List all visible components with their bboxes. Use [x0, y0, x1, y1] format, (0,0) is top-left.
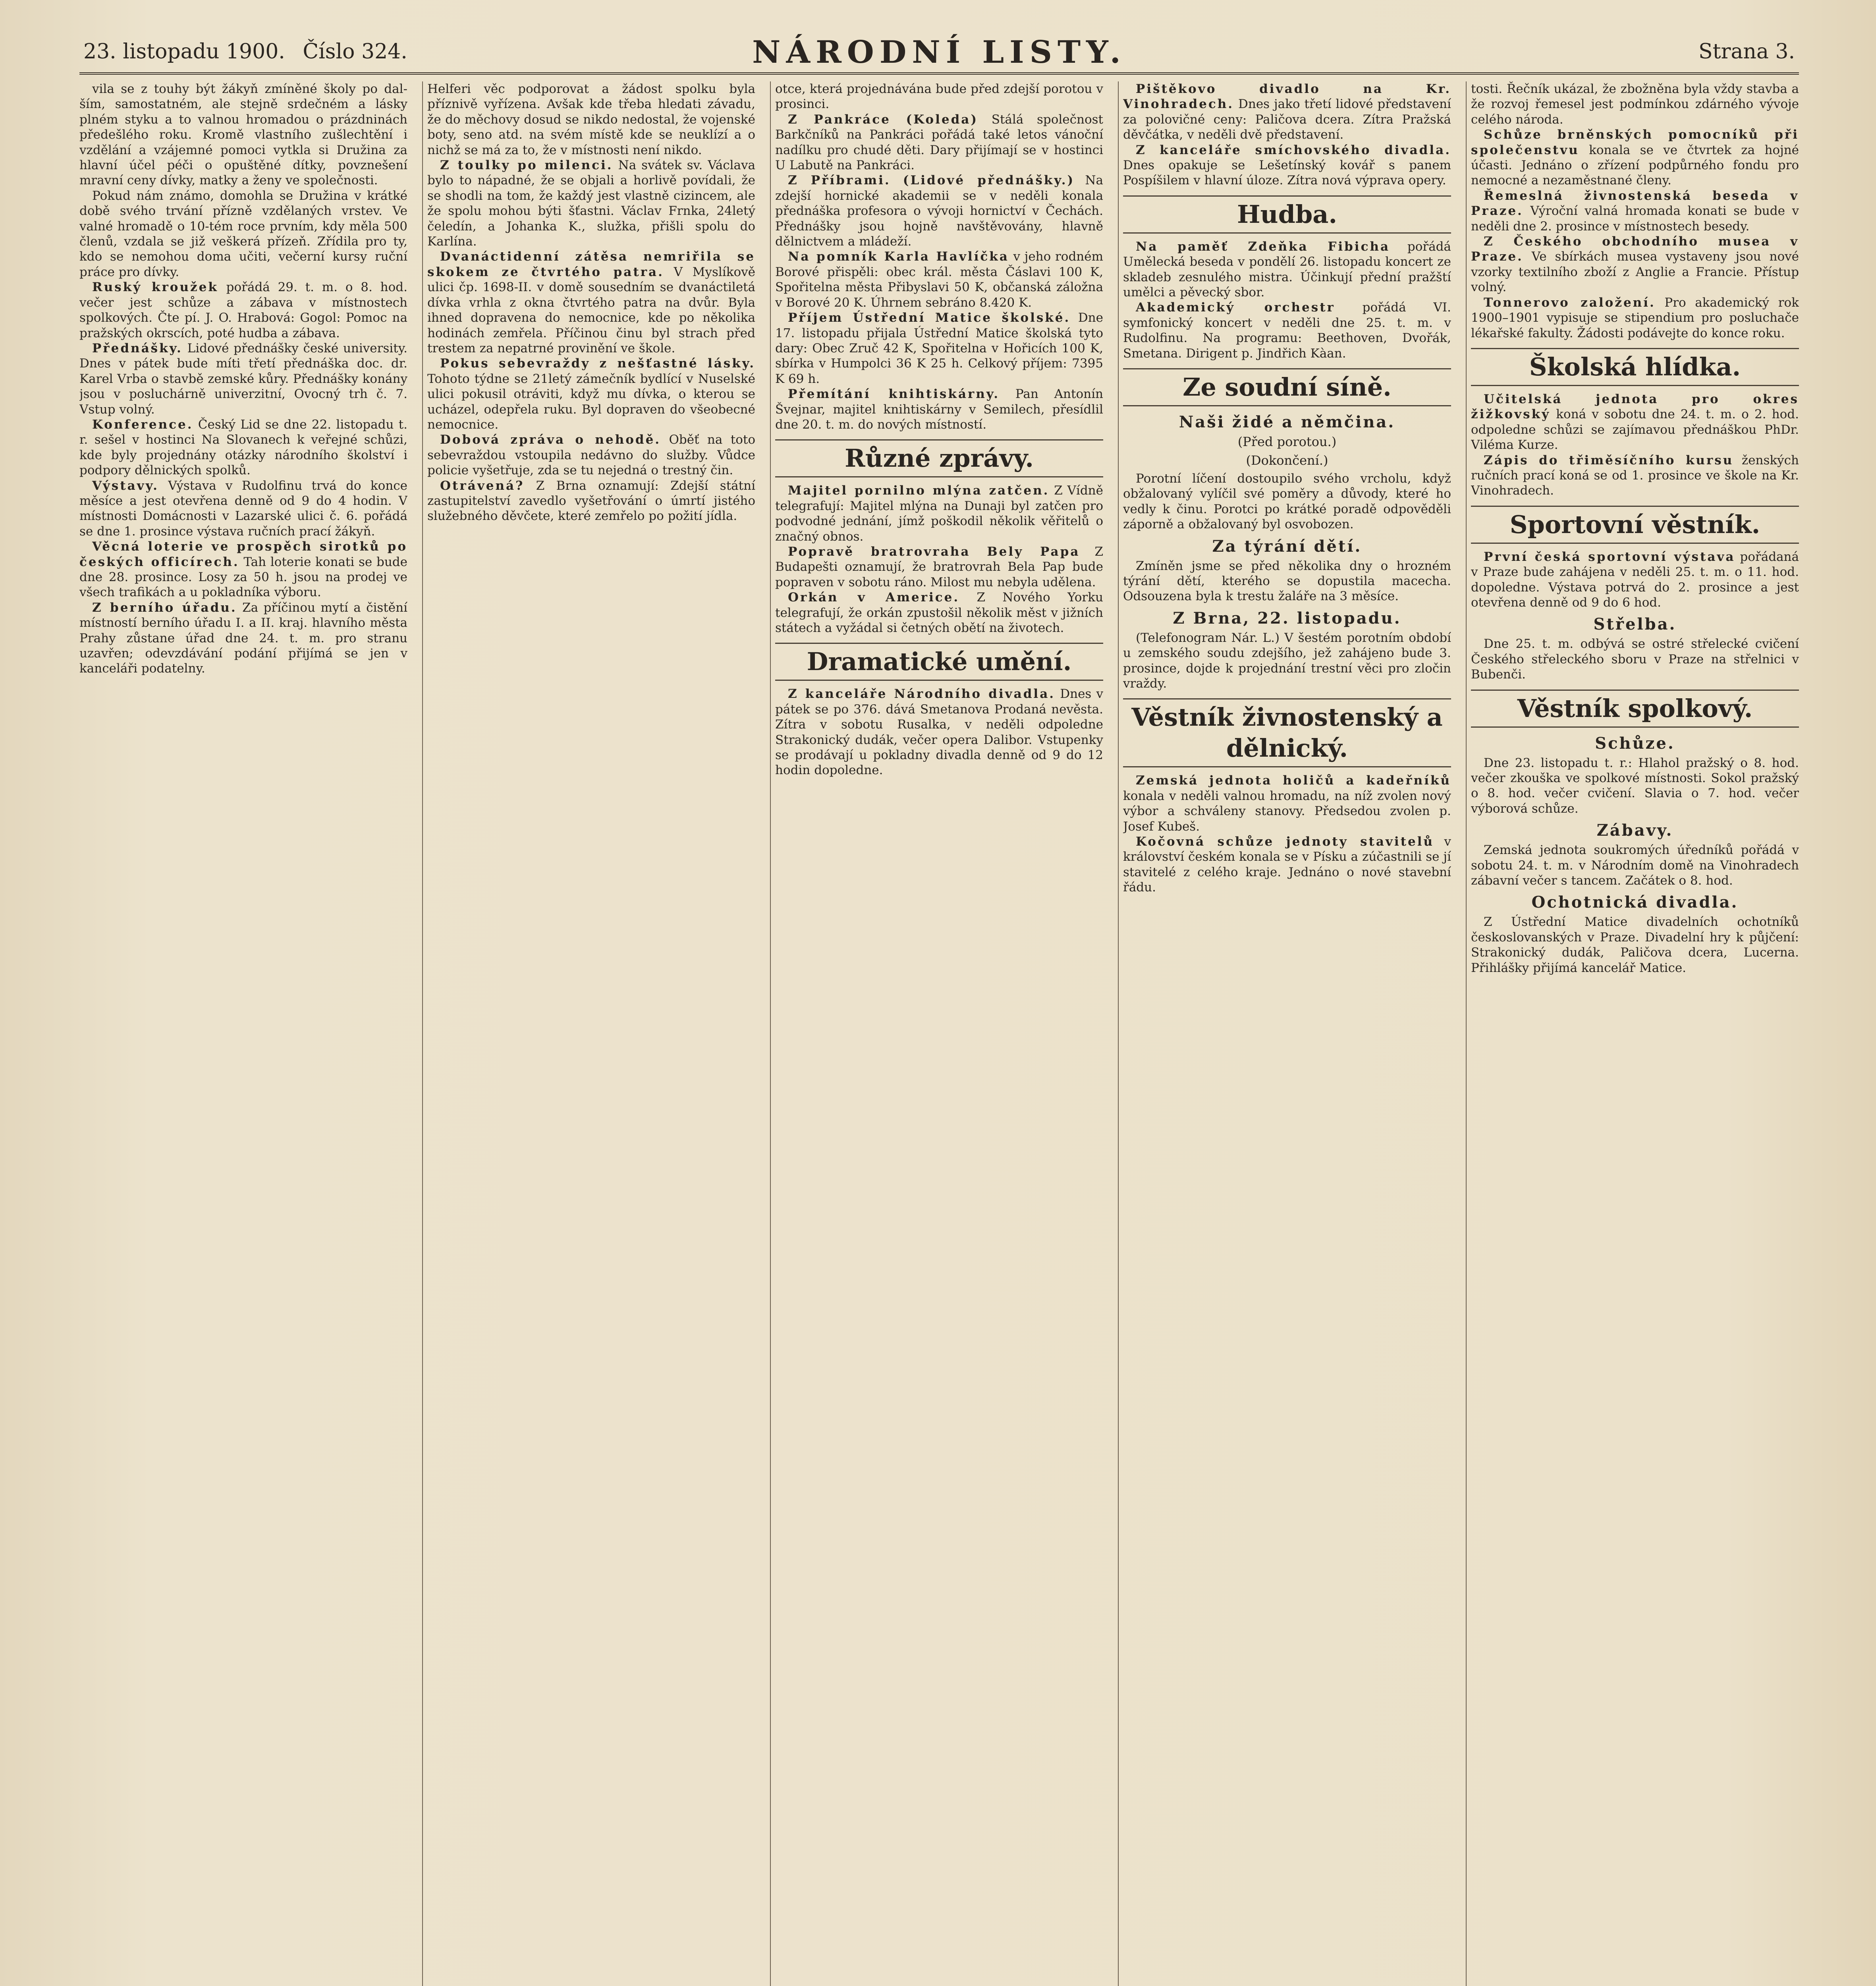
paragraph-text: v jeho rodném Borové přispěli: obec král. města Čáslavi 100 K, Spořitelna města Přibyslavi 50 K, občanská záložna v Borové 20 K. Úhrnem sebráno 8.420 K.	[775, 249, 1103, 310]
paragraph	[79, 539, 407, 600]
article-heading: Popravě bratrovraha Bely Papa	[788, 544, 1080, 559]
paragraph	[1123, 239, 1451, 300]
paragraph: Zmíněn jsme se před několika dny o hrozném týrání dětí, kterého se dopustila macecha. Odsouzena byla k trestu žaláře na 3 měsíce.	[1123, 558, 1451, 604]
article-heading: První česká sportovní výstava	[1484, 549, 1735, 564]
paragraph	[1471, 295, 1799, 341]
paragraph	[427, 158, 755, 249]
paragraph-text: Z Nového Yorku telegrafují, že orkán zpustošil několik měst v jižních státech a vyžádal si četných obětí na životech.	[775, 590, 1103, 635]
paragraph-text: Dne 17. listopadu přijala Ústřední Matice školská tyto dary: Obec Zruč 42 K, Spořitelna v Hořicích 100 K, sbírka v Humpolci 36 K 25 h. Celkový příjem: 7395 K 69 h.	[775, 311, 1103, 386]
page-header	[79, 34, 1799, 75]
paragraph-text: Lidové přednášky české university. Dnes v pátek bude míti třetí přednáška doc. dr. Karel Vrba o stavbě zemské kůry. Přednášky konány jsou v posluchárně univerzitní, Ovocný trh č. 7. Vstup volný.	[79, 341, 407, 417]
paragraph-text: pořádá Umělecká beseda v pondělí 26. listopadu koncert ze skladeb zesnulého mistra. Účinkují přední pražští umělci a pěvecký sbor.	[1123, 239, 1451, 300]
article-heading: Výstavy.	[92, 478, 159, 493]
article-heading: Pokus sebevraždy z nešťastné lásky.	[440, 356, 755, 371]
article-title: Z Brna, 22. listopadu.	[1173, 609, 1401, 628]
paragraph	[1123, 300, 1451, 361]
paragraph-text: Tohoto týdne se 21letý zámečník bydlící v Nuselské ulici pokusil otráviti, když mu dívka, o kterou se ucházel, odepřela ruku. Byl dopraven do všeobecné nemocnice.	[427, 371, 755, 432]
article-heading: Z berního úřadu.	[92, 600, 237, 615]
paragraph-text: Výstava v Rudolfinu trvá do konce měsíce a jest otevřena denně od 9 do 4 hodin. V místnosti Domácnosti v Lazarské ulici č. 6. pořádá se dne 1. prosince výstava ručních prací žákyň.	[79, 478, 407, 539]
header-issue: Číslo 324.	[303, 40, 407, 64]
paragraph-text: konala v neděli valnou hromadu, na níž zvolen nový výbor a schváleny stanovy. Předsedou zvolen p. Josef Kubeš.	[1123, 788, 1451, 834]
paragraph	[775, 249, 1103, 310]
paragraph-text: Ve sbírkách musea vystaveny jsou nové vzorky textilního zboží z Anglie a Francie. Přístup volný.	[1471, 249, 1799, 295]
paragraph: Dne 23. listopadu t. r.: Hlahol pražský o 8. hod. večer zkouška ve spolkové místnosti. Sokol pražský o 8. hod. večer cvičení. Slavia o 7. hod. večer výborová schůze.	[1471, 755, 1799, 816]
article-heading: Akademický orchestr	[1136, 300, 1335, 315]
section-heading: Školská hlídka.	[1471, 348, 1799, 386]
paragraph	[1471, 549, 1799, 610]
article-title: Střelba.	[1593, 615, 1677, 634]
paragraph-text: v království českém konala se v Písku a zúčastnili se jí stavitelé z celého kraje. Jednáno o nové stavební řádu.	[1123, 835, 1451, 895]
paragraph-text: Na zdejší hornické akademii se v neděli konala přednáška profesora o vývoji hornictví v Čechách. Přednášky jsou hojně navštěvovány, hlavně dělnictvem a mládeží.	[775, 173, 1103, 249]
column-5	[1471, 81, 1799, 1986]
paragraph	[1123, 834, 1451, 895]
paragraph-text: Pro akademický rok 1900–1901 vypisuje se stipendium pro posluchače lékařské fakulty. Žádosti podávejte do konce roku.	[1471, 295, 1799, 340]
header-date: 23. listopadu 1900.	[83, 40, 285, 64]
column-4	[1123, 81, 1451, 1986]
column-rule	[1118, 81, 1119, 1986]
paragraph: Dne 25. t. m. odbývá se ostré střelecké cvičení Českého střeleckého sboru v Praze na střelnici v Bubenči.	[1471, 637, 1799, 682]
paragraph-text: pořádá 29. t. m. o 8. hod. večer jest schůze a zábava v místnostech spolkových. Čte pí. J. O. Hrabová: Gogol: Pomoc na pražských okrscích, poté hudba a zábava.	[79, 280, 407, 340]
article-heading: Schůze brněnských pomocníků při společenstvu	[1471, 128, 1799, 157]
article-heading: Z toulky po milenci.	[440, 158, 613, 173]
paragraph	[1471, 234, 1799, 295]
paragraph-text: Z Budapešti oznamují, že bratrovrah Bela Pap bude popraven v sobotu ráno. Milost mu nebyla udělena.	[775, 544, 1103, 589]
article-heading: Dvanáctidenní zátěsa nemriřila se skokem ze čtvrtého patra.	[427, 249, 755, 279]
paragraph-text: Pan Antonín Švejnar, majitel knihtiskárny v Semilech, přesídlil dne 20. t. m. do nových místností.	[775, 387, 1103, 432]
paragraph	[1471, 188, 1799, 234]
paragraph-text: Český Lid se dne 22. listopadu t. r. sešel v hostinci Na Slovanech k veřejné schůzi, kde byly projednány otázky národního školství i podpory dělnických spolků.	[79, 417, 407, 478]
paragraph-text: Dnes v pátek se po 376. dává Smetanova Prodaná nevěsta. Zítra v sobotu Rusalka, v neděli odpoledne Strakonický dudák, večer opera Dalibor. Vstupenky se prodávají u pokladny divadla denně od 9 do 12 hodin dopoledne.	[775, 687, 1103, 778]
article-heading: Z Příbrami. (Lidové přednášky.)	[788, 173, 1075, 188]
paragraph-text: Oběť na toto sebevraždou vstoupila nedávno do služby. Vůdce policie vyšetřuje, zda se tu nejedná o trestný čin.	[427, 433, 755, 478]
masthead-title: NÁRODNÍ LISTY.	[752, 34, 1126, 70]
paragraph	[79, 280, 407, 341]
paragraph-text: Za příčinou mytí a čistění místností berního úřadu I. a II. kraj. hlavního města Prahy zůstane úřad dne 24. t. m. pro stranu uzavřen; odevzdávání podání přijímá se jen v kanceláři podatelny.	[79, 600, 407, 676]
paragraph	[775, 310, 1103, 386]
article-heading: Přemítání knihtiskárny.	[788, 387, 1000, 402]
paragraph	[1471, 127, 1799, 188]
section-heading: Věstník živnostenský a dělnický.	[1123, 698, 1451, 767]
paragraph	[427, 249, 755, 356]
article-heading: Zemská jednota holičů a kadeřníků	[1136, 773, 1451, 788]
article-title: Schůze.	[1595, 734, 1675, 753]
article-heading: Věcná loterie ve prospěch sirotků po českých officírech.	[79, 539, 407, 569]
paragraph: Porotní líčení dostoupilo svého vrcholu, když obžalovaný vylíčil své poměry a důvody, které ho vedly k činu. Porotci po krátké poradě odpověděli záporně a obžalovaný byl osvobozen.	[1123, 471, 1451, 532]
article-title: Ochotnická divadla.	[1531, 893, 1739, 912]
paragraph	[775, 590, 1103, 636]
paragraph	[775, 386, 1103, 432]
paragraph-text: Z Vídně telegrafují: Majitel mlýna na Dunaji byl zatčen pro podvodné jednání, jímž poškodil několik věřitelů o značný obnos.	[775, 483, 1103, 544]
section-heading: Věstník spolkový.	[1471, 690, 1799, 728]
paragraph	[427, 478, 755, 524]
paragraph	[79, 341, 407, 417]
paragraph-text: koná v sobotu dne 24. t. m. o 2. hod. odpoledne schůzi se zajímavou přednáškou PhDr. Viléma Kurze.	[1471, 407, 1799, 452]
paragraph	[427, 432, 755, 478]
paragraph	[775, 483, 1103, 544]
paragraph-text: Na svátek sv. Václava bylo to nápadné, že se objali a horlivě povídali, že se shodli na tom, že každý jest vlastně cizincem, ale že spolu mohou býti šťastni. Václav Frnka, 24letý čeledín, a Johanka K., služka, přišli spolu do Karlína.	[427, 158, 755, 249]
paragraph: otce, která projednávána bude před zdejší porotou v prosinci.	[775, 82, 1103, 112]
paragraph-text: ženských ručních prací koná se od 1. prosince ve škole na Kr. Vinohradech.	[1471, 453, 1799, 498]
article-subtitle: (Před porotou.)	[1237, 434, 1337, 450]
paragraph	[79, 478, 407, 539]
paragraph	[775, 173, 1103, 249]
article-title: Naši židé a němčina.	[1179, 413, 1395, 432]
column-rule	[770, 81, 771, 1986]
paragraph-text: Výroční valná hromada konati se bude v neděli dne 2. prosince v místnostech besedy.	[1471, 204, 1799, 234]
article-heading: Otrávená?	[440, 478, 525, 493]
article-heading: Z Pankráce (Koleda)	[788, 112, 979, 127]
header-page-number: Strana 3.	[1698, 40, 1795, 64]
paragraph-text: Stálá společnost Barkčníků na Pankráci pořádá také letos vánoční nadílku pro chudé děti. Dary přijímají se v hostinci U Labutě na Pankráci.	[775, 112, 1103, 173]
article-heading: Zápis do třiměsíčního kursu	[1484, 453, 1734, 468]
column-rule	[422, 81, 423, 1986]
section-heading: Dramatické umění.	[775, 643, 1103, 681]
section-heading: Různé zprávy.	[775, 439, 1103, 477]
paragraph: tosti. Řečník ukázal, že zbožněna byla vždy stavba a že rozvoj řemesel jest podmínkou zdárného vývoje celého národa.	[1471, 82, 1799, 127]
section-heading: Sportovní věstník.	[1471, 506, 1799, 544]
article-heading: Z kanceláře Národního divadla.	[788, 687, 1056, 701]
column-1	[79, 81, 407, 1986]
article-title: Za týrání dětí.	[1212, 537, 1362, 556]
article-heading: Konference.	[92, 417, 193, 432]
article-heading: Z Českého obchodního musea v Praze.	[1471, 234, 1799, 264]
article-heading: Kočovná schůze jednoty stavitelů	[1136, 835, 1434, 849]
paragraph	[1123, 143, 1451, 188]
paragraph	[1123, 81, 1451, 143]
article-heading: Tonnerovo založení.	[1484, 295, 1656, 310]
paragraph-text: V Myslíkově ulici čp. 1698-II. v domě sousedním se dvanáctiletá dívka vrhla z okna čtvrtého patra na dvůr. Byla ihned dopravena do nemocnice, kde po několika hodinách zemřela. Příčinou činu byl strach před trestem za nepatrné provinění ve škole.	[427, 265, 755, 355]
article-heading: Ruský kroužek	[92, 280, 218, 295]
article-heading: Na paměť Zdeňka Fibicha	[1136, 239, 1390, 254]
article-heading: Pištěkovo divadlo na Kr. Vinohradech.	[1123, 82, 1451, 112]
paragraph-text: Dnes opakuje se Lešetínský kovář s panem Pospíšilem v hlavní úloze. Zítra nová výprava opery.	[1123, 158, 1451, 188]
article-heading: Na pomník Karla Havlíčka	[788, 249, 1009, 264]
article-title: Zábavy.	[1596, 821, 1673, 840]
article-heading: Dobová zpráva o nehodě.	[440, 433, 661, 447]
article-heading: Majitel pornilno mlýna zatčen.	[788, 483, 1050, 498]
paragraph-text: pořádaná v Praze bude zahájena v neděli 25. t. m. o 11. hod. dopoledne. Výstava potrvá do 2. prosince a jest otevřena denně od 9 do 6 hod.	[1471, 549, 1799, 610]
paragraph-text: Z Brna oznamují: Zdejší státní zastupitelství zavedlo vyšetřování o úmrtí jistého služebného děvčete, které zemřelo po požití jídla.	[427, 478, 755, 524]
article-heading: Řemeslná živnostenská beseda v Praze.	[1471, 188, 1799, 218]
paragraph: Zemská jednota soukromých úředníků pořádá v sobotu 24. t. m. v Národním domě na Vinohradech zábavní večer s tancem. Začátek o 8. hod.	[1471, 843, 1799, 888]
paragraph-text: pořádá VI. symfonický koncert v neděli dne 25. t. m. v Rudolfinu. Na programu: Beethoven, Dvořák, Smetana. Dirigent p. Jindřich Kàan.	[1123, 300, 1451, 361]
paragraph-text: konala se ve čtvrtek za hojné účasti. Jednáno o zřízení podpůrného fondu pro nemocné a nezaměstnané členy.	[1471, 143, 1799, 188]
section-heading: Hudba.	[1123, 195, 1451, 234]
article-heading: Orkán v Americe.	[788, 590, 960, 605]
paragraph	[79, 417, 407, 478]
paragraph: Z Ústřední Matice divadelních ochotníků českoslovanských v Praze. Divadelní hry k půjčení: Strakonický dudák, Paličova dcera, Lucerna. Přihlášky přijímá kancelář Matice.	[1471, 915, 1799, 975]
article-heading: Přednášky.	[92, 341, 183, 355]
paragraph	[775, 686, 1103, 778]
paragraph-text: Dnes jako třetí lidové představení za polovičné ceny: Paličova dcera. Zítra Pražská děvčátka, v neděli dvě představení.	[1123, 97, 1451, 142]
paragraph	[1471, 453, 1799, 498]
paragraph: (Telefonogram Nár. L.) V šestém porotním období u zemského soudu zdejšího, jež zahájeno bude 3. prosince, dojde k projednání trestní věci pro zločin vraždy.	[1123, 630, 1451, 691]
column-3	[775, 81, 1103, 1986]
paragraph: Helferi věc podporovat a žádost spolku byla příznivě vyřízena. Avšak kde třeba hledati závadu, že do měchovy dosud se nikdo nedostal, že vojenské boty, seno atd. na svém místě kde se neuklízí a o nichž se má za to, že v místnosti není nikdo.	[427, 82, 755, 157]
paragraph: Pokud nám známo, domohla se Družina v krátké době svého trvání přízně vzdělaných vrstev. Ve valné hromadě o 10-tém roce prvním, kdy měla 500 členů, vzdala se již veškerá přízeň. Zřídila pro ty, kdo se nemohou doma učiti, večerní kursy ruční práce pro dívky.	[79, 188, 407, 279]
article-subtitle: (Dokončení.)	[1246, 452, 1328, 468]
paragraph	[775, 544, 1103, 590]
paragraph: vila se z touhy být žákyň zmíněné školy po dal-ším, samostatném, ale stejně srdečném a lásky plném styku a to valnou hromadou o prázdninách předešlého roku. Kromě vlastního zušlechtění i vzdělání a vzájemné pomoci vytkla si Družina za hlavní účel péči o opuštěné dítky, povznešení mravní ceny dívky, matky a ženy ve společnosti.	[79, 82, 407, 188]
paragraph-text: Tah loterie konati se bude dne 28. prosince. Losy za 50 h. jsou na prodej ve všech trafikách a u pokladníka výboru.	[79, 554, 407, 600]
article-heading: Z kanceláře smíchovského divadla.	[1136, 143, 1451, 157]
paragraph	[775, 112, 1103, 173]
column-rule	[1466, 81, 1467, 1986]
article-heading: Učitelská jednota pro okres žižkovský	[1471, 392, 1799, 422]
paragraph	[1123, 773, 1451, 834]
section-heading: Ze soudní síně.	[1123, 368, 1451, 406]
article-columns	[79, 81, 1799, 1986]
column-2	[427, 81, 755, 1986]
paragraph	[79, 600, 407, 676]
paragraph	[1471, 392, 1799, 453]
paragraph	[427, 356, 755, 432]
article-heading: Příjem Ústřední Matice školské.	[788, 311, 1071, 325]
